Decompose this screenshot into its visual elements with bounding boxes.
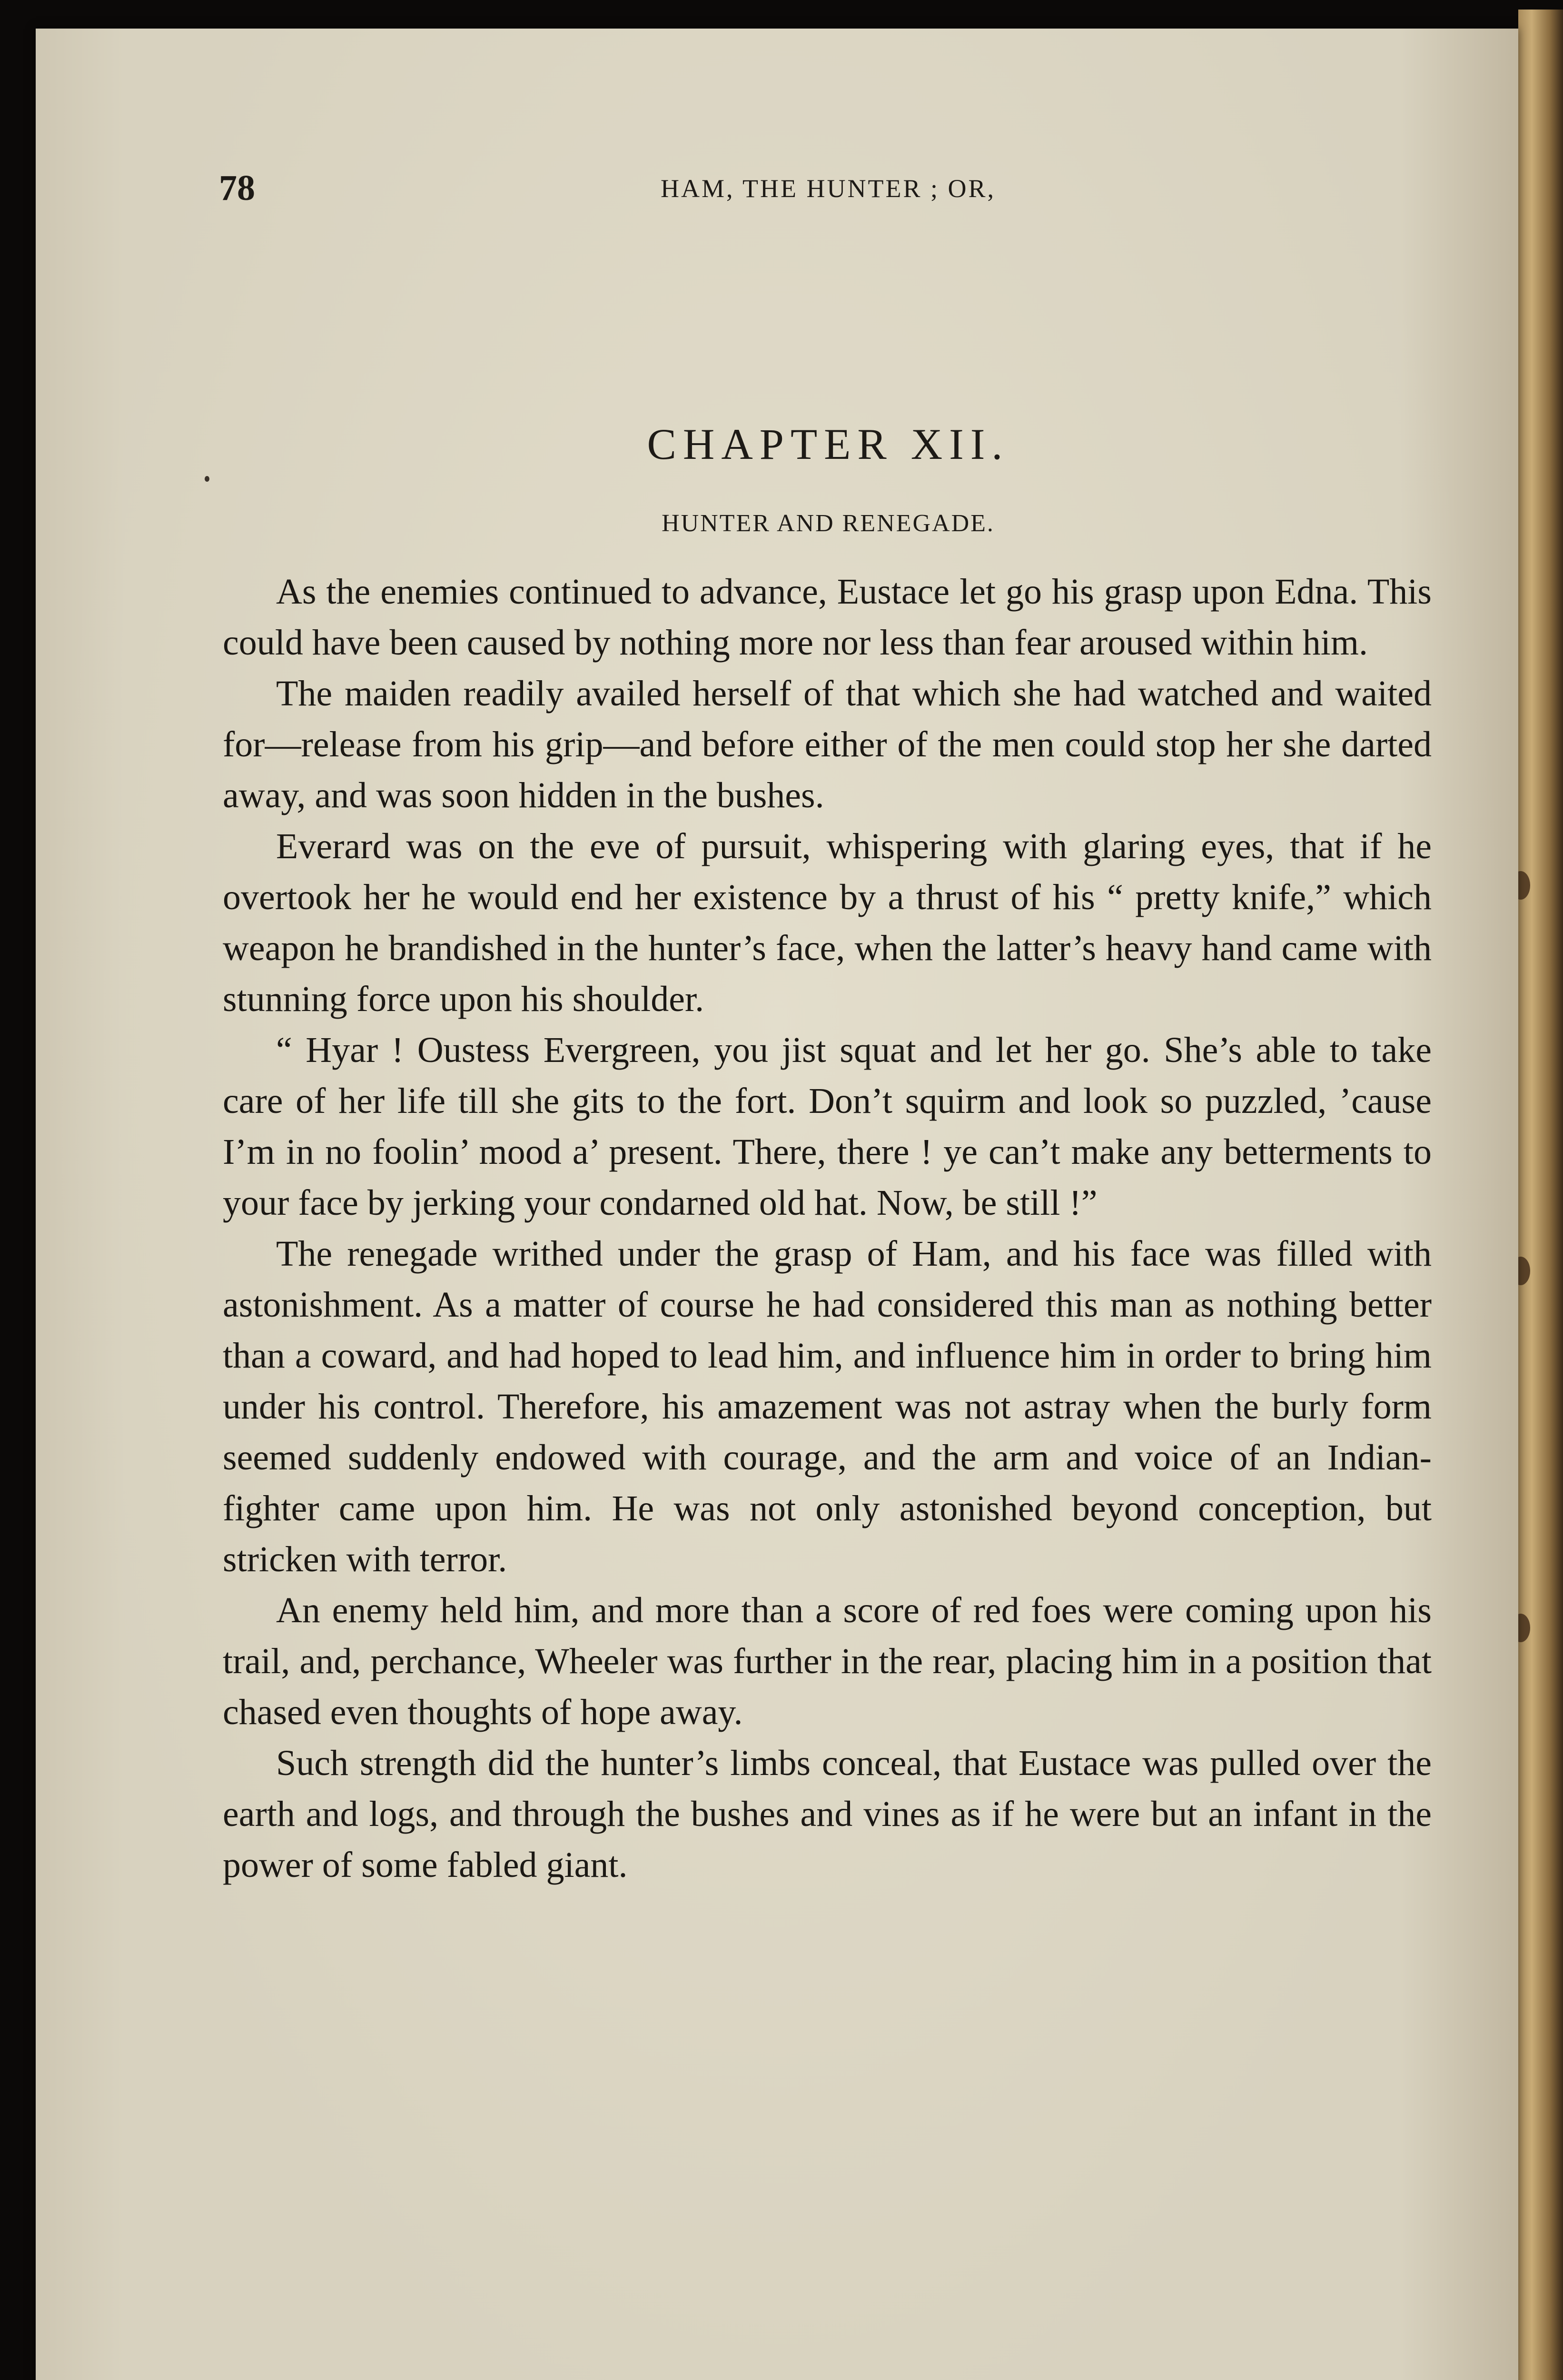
paragraph: Such strength did the hunter’s limbs conceal, that Eustace was pulled over the earth and logs, and through the bushes and vines as if he were but an infant in the power of some fabled giant. — [223, 1743, 1432, 1885]
page-header — [219, 167, 1437, 209]
paragraph: Everard was on the eve of pursuit, whispering with glaring eyes, that if he overtook her he would end her existence by a thrust of his “ pretty knife,” which weapon he brandished in the hunter’s face, when the latter’s heavy hand came with stunning force upon his shoulder. — [223, 826, 1432, 1019]
body-text — [223, 566, 1432, 1891]
paper-speck — [205, 476, 209, 482]
chapter-title: CHAPTER XII. — [647, 420, 1009, 468]
chapter-subtitle: HUNTER AND RENEGADE. — [662, 510, 995, 537]
book-spine-edge — [1518, 10, 1563, 2380]
paragraph: As the enemies continued to advance, Eustace let go his grasp upon Edna. This could have been caused by nothing more nor less than fear aroused within him. — [223, 572, 1432, 663]
paragraph: An enemy held him, and more than a score of red foes were coming upon his trail, and, perchance, Wheeler was further in the rear, placing him in a position that chased even thoughts of hope away. — [223, 1590, 1432, 1732]
paragraph: The maiden readily availed herself of that which she had watched and waited for—release from his grip—and before either of the men could stop her she darted away, and was soon hidden in the bushes. — [223, 674, 1432, 815]
paragraph: The renegade writhed under the grasp of Ham, and his face was filled with astonishment. As a matter of course he had considered this man as nothing better than a coward, and had hoped to lead him, and influence him in order to bring him under his control. Therefore, his amazement was not astray when the burly form seemed suddenly endowed with courage, and the arm and voice of an Indian-fighter came upon him. He was not only astonished beyond conception, but stricken with terror. — [223, 1234, 1432, 1579]
page-number: 78 — [219, 168, 255, 208]
running-head: HAM, THE HUNTER ; OR, — [661, 174, 996, 203]
paragraph: “ Hyar ! Oustess Evergreen, you jist squat and let her go. She’s able to take care of her life till she gits to the fort. Don’t squirm and look so puzzled, ’cause I’m in no foolin’ mood a’ present. There, there ! ye can’t make any betterments to your face by jerking your condarned old hat. Now, be still !” — [223, 1030, 1432, 1223]
